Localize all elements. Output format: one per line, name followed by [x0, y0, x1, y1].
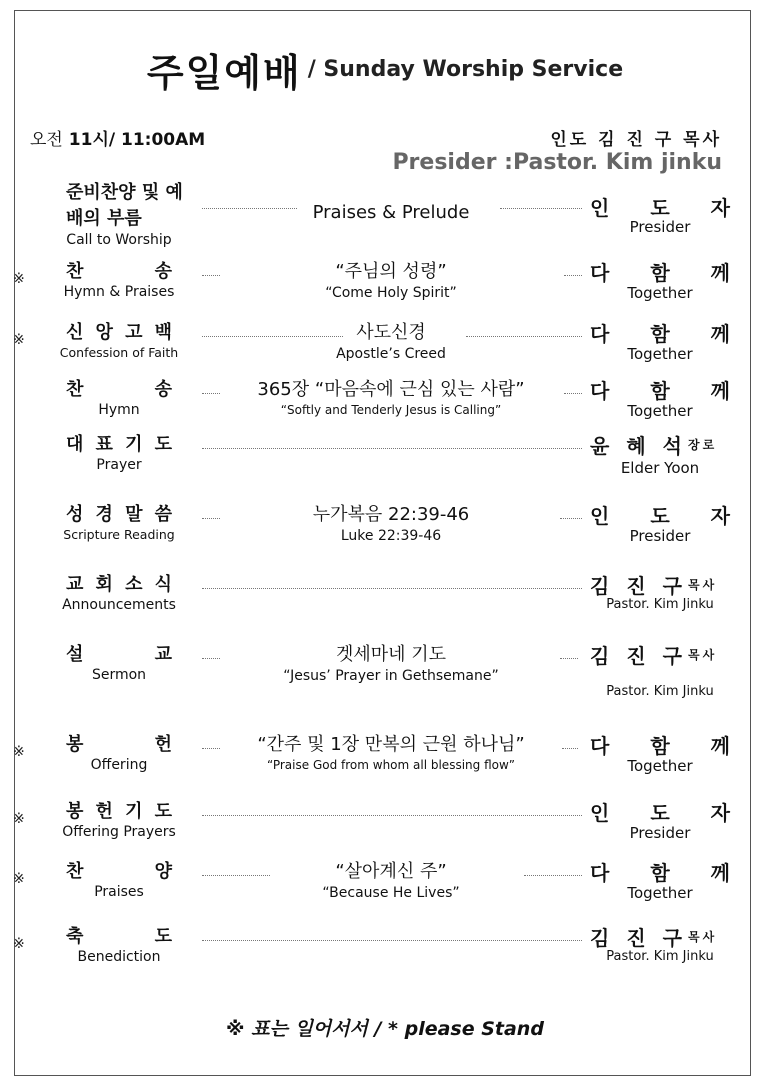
item-name-char: 양 — [154, 861, 172, 882]
item-content — [200, 375, 582, 417]
item-name-english: Offering Prayers — [62, 824, 176, 840]
stand-mark: ※ — [13, 744, 25, 760]
stand-mark: ※ — [13, 871, 25, 887]
content-korean: “살아계신 주” — [335, 861, 447, 882]
leader-name-char: 김 — [590, 574, 610, 598]
item-name-char: 찬 — [66, 261, 84, 282]
leader-title: 장로 — [688, 438, 718, 452]
leader-english: Together — [627, 757, 693, 775]
leader-korean — [590, 500, 730, 529]
leader-name-char: 진 — [626, 926, 646, 950]
item-name-korean — [66, 500, 172, 526]
leader-char: 인 — [590, 196, 610, 220]
content-korean: 365장 “마음속에 근심 있는 사람” — [257, 379, 525, 400]
leader-english: Pastor. Kim Jinku — [606, 597, 714, 612]
presider-korean: 인도 김 진 구 목사 — [550, 130, 722, 150]
leader-char: 함 — [650, 322, 670, 346]
page-title — [0, 42, 770, 97]
item-name-english: Hymn — [98, 402, 140, 418]
leader-dots — [202, 658, 220, 659]
leader-name — [590, 640, 682, 669]
order-item — [0, 730, 770, 790]
title-korean: 주일예배 — [146, 51, 302, 95]
leader-char: 함 — [650, 734, 670, 758]
leader-dots — [202, 748, 220, 749]
leader-dots — [202, 336, 343, 337]
leader-char: 함 — [650, 379, 670, 403]
stand-mark: ※ — [13, 332, 25, 348]
title-english: / Sunday Worship Service — [307, 57, 624, 82]
order-item — [0, 180, 770, 248]
leader-title: 목사 — [688, 930, 718, 944]
leader-english: Presider — [629, 527, 691, 545]
item-name-char: 축 — [66, 926, 84, 947]
leader-dots — [202, 518, 220, 519]
leader-dots — [466, 336, 582, 337]
item-name-char: 도 — [154, 434, 172, 455]
item-name-char: 봉 — [66, 801, 84, 822]
content-korean: 누가복음 22:39-46 — [312, 504, 470, 525]
leader-english: Presider — [629, 218, 691, 236]
content-korean: “간주 및 1장 만복의 근원 하나님” — [257, 734, 525, 755]
item-name-english: Confession of Faith — [59, 345, 179, 360]
leader-english: Together — [627, 345, 693, 363]
leader-char: 인 — [590, 504, 610, 528]
leader-dots — [562, 748, 578, 749]
item-name-english: Announcements — [62, 597, 176, 613]
item-name-korean — [66, 730, 172, 756]
leader-char: 자 — [710, 196, 730, 220]
leader-char: 함 — [650, 261, 670, 285]
leader-name-char: 구 — [662, 574, 682, 598]
content-korean: 겟세마네 기도 — [335, 644, 447, 665]
content-english: “Praise God from whom all blessing flow” — [267, 758, 515, 772]
item-content — [200, 500, 582, 544]
leader-dots — [564, 393, 582, 394]
item-name-english: Prayer — [96, 457, 142, 473]
item-name-char: 봉 — [66, 734, 84, 755]
leader-char: 다 — [590, 861, 610, 885]
leader-char: 께 — [710, 322, 730, 346]
leader-korean — [590, 922, 730, 951]
item-name-korean — [66, 922, 172, 948]
leader-char: 도 — [650, 504, 670, 528]
service-time — [30, 125, 205, 150]
item-name-english: Scripture Reading — [63, 527, 175, 542]
presider-english: Presider :Pastor. Kim jinku — [392, 150, 722, 175]
leader-char: 다 — [590, 379, 610, 403]
item-name-char: 헌 — [154, 734, 172, 755]
leader-char: 도 — [650, 196, 670, 220]
item-name-char: 회 — [95, 574, 113, 595]
leader-english: Pastor. Kim Jinku — [606, 949, 714, 964]
leader-name-char: 김 — [590, 926, 610, 950]
leader-name-char: 혜 — [626, 434, 646, 458]
item-name-english: Benediction — [77, 949, 161, 965]
order-item — [0, 857, 770, 917]
leader-dots — [202, 588, 582, 589]
leader-title: 목사 — [688, 648, 718, 662]
item-name-korean — [66, 318, 172, 344]
leader-korean — [590, 570, 730, 599]
leader-dots — [524, 875, 582, 876]
item-name-korean — [66, 857, 172, 883]
leader-name-char: 구 — [662, 644, 682, 668]
item-name-korean — [66, 375, 172, 401]
item-content — [200, 257, 582, 301]
item-name-char: 앙 — [95, 322, 113, 343]
item-content — [200, 640, 582, 684]
leader-english: Elder Yoon — [620, 459, 700, 477]
item-name-char: 성 — [66, 504, 84, 525]
leader-korean — [590, 730, 730, 759]
content-english: “Softly and Tenderly Jesus is Calling” — [280, 403, 502, 417]
leader-korean — [590, 430, 730, 459]
time-value: 11시/ 11:00AM — [68, 130, 206, 150]
leader-char: 께 — [710, 861, 730, 885]
item-name-char: 찬 — [66, 861, 84, 882]
leader-korean — [590, 192, 730, 221]
order-item — [0, 570, 770, 630]
content-english: “Jesus’ Prayer in Gethsemane” — [283, 668, 499, 684]
content-english: Apostle’s Creed — [336, 346, 446, 362]
order-item — [0, 797, 770, 857]
leader-korean — [590, 797, 730, 826]
item-content — [200, 730, 582, 772]
item-name-char: 표 — [95, 434, 113, 455]
leader-english: Together — [627, 402, 693, 420]
item-name-korean — [66, 570, 172, 596]
item-name-char: 교 — [154, 644, 172, 665]
leader-english: Presider — [629, 824, 691, 842]
leader-korean — [590, 857, 730, 886]
item-name-char: 헌 — [95, 801, 113, 822]
leader-char: 함 — [650, 861, 670, 885]
item-name-english: Sermon — [91, 667, 147, 683]
leader-korean — [590, 318, 730, 347]
order-item — [0, 375, 770, 435]
item-name-char: 대 — [66, 434, 84, 455]
leader-char: 께 — [710, 734, 730, 758]
item-name-char: 기 — [125, 434, 143, 455]
item-name-char: 설 — [66, 644, 84, 665]
item-name-char: 소 — [125, 574, 143, 595]
leader-dots — [202, 875, 270, 876]
item-name-char: 도 — [154, 926, 172, 947]
content-english: Luke 22:39-46 — [340, 528, 442, 544]
leader-name — [590, 430, 682, 459]
order-item — [0, 430, 770, 490]
leader-name-char: 김 — [590, 644, 610, 668]
standing-note: ※ 표는 일어서서 / * please Stand — [226, 1018, 544, 1040]
time-prefix: 오전 — [30, 130, 63, 150]
item-name-char: 고 — [125, 322, 143, 343]
leader-english: Together — [627, 884, 693, 902]
leader-dots — [202, 940, 582, 941]
leader-dots — [560, 658, 578, 659]
leader-name-char: 윤 — [590, 434, 610, 458]
leader-char: 께 — [710, 261, 730, 285]
item-name-char: 경 — [95, 504, 113, 525]
leader-dots — [564, 275, 582, 276]
item-name-char: 송 — [154, 379, 172, 400]
item-name-char: 말 — [125, 504, 143, 525]
item-name-korean — [66, 640, 172, 666]
item-name-char: 신 — [66, 322, 84, 343]
leader-dots — [202, 208, 297, 209]
leader-title: 목사 — [688, 578, 718, 592]
item-name-char: 송 — [154, 261, 172, 282]
content-korean: “주님의 성령” — [335, 261, 447, 282]
leader-name-char: 진 — [626, 574, 646, 598]
leader-name — [590, 922, 682, 951]
item-name-char: 식 — [154, 574, 172, 595]
leader-korean — [590, 640, 730, 669]
leader-dots — [202, 393, 220, 394]
leader-name-char: 구 — [662, 926, 682, 950]
item-name-char: 기 — [125, 801, 143, 822]
leader-dots — [202, 815, 582, 816]
item-name-char: 교 — [66, 574, 84, 595]
item-content — [200, 202, 582, 223]
content-english: “Because He Lives” — [322, 885, 460, 901]
item-name-char: 백 — [154, 322, 172, 343]
leader-dots — [202, 275, 220, 276]
leader-korean — [590, 375, 730, 404]
leader-char: 다 — [590, 322, 610, 346]
stand-mark: ※ — [13, 811, 25, 827]
item-name-korean: 준비찬양 및 예배의 부름 — [66, 182, 183, 229]
leader-char: 인 — [590, 801, 610, 825]
content-korean: Praises & Prelude — [312, 202, 470, 223]
order-item — [0, 318, 770, 378]
leader-char: 께 — [710, 379, 730, 403]
leader-dots — [202, 448, 582, 449]
leader-name-char: 진 — [626, 644, 646, 668]
content-english: “Come Holy Spirit” — [325, 285, 457, 301]
leader-english: Together — [627, 284, 693, 302]
order-item — [0, 500, 770, 560]
item-name-english: Hymn & Praises — [63, 284, 175, 300]
item-name-english: Call to Worship — [66, 232, 172, 248]
leader-char: 자 — [710, 504, 730, 528]
leader-dots — [500, 208, 582, 209]
leader-english: Pastor. Kim Jinku — [606, 684, 714, 699]
order-item — [0, 922, 770, 982]
leader-char: 도 — [650, 801, 670, 825]
leader-name — [590, 570, 682, 599]
item-name-char: 씀 — [154, 504, 172, 525]
item-name-english: Praises — [94, 884, 144, 900]
content-korean: 사도신경 — [356, 322, 426, 343]
leader-char: 자 — [710, 801, 730, 825]
order-item — [0, 257, 770, 317]
item-content — [200, 857, 582, 901]
leader-name-char: 석 — [662, 434, 682, 458]
item-name-char: 찬 — [66, 379, 84, 400]
item-name-korean — [66, 257, 172, 283]
order-item — [0, 640, 770, 700]
leader-dots — [560, 518, 582, 519]
item-name-korean — [66, 797, 172, 823]
leader-korean — [590, 257, 730, 286]
stand-mark: ※ — [13, 271, 25, 287]
item-name-english: Offering — [90, 757, 148, 773]
item-content — [200, 318, 582, 362]
item-name-char: 도 — [154, 801, 172, 822]
stand-mark: ※ — [13, 936, 25, 952]
leader-char: 다 — [590, 261, 610, 285]
leader-char: 다 — [590, 734, 610, 758]
item-name-korean — [66, 430, 172, 456]
